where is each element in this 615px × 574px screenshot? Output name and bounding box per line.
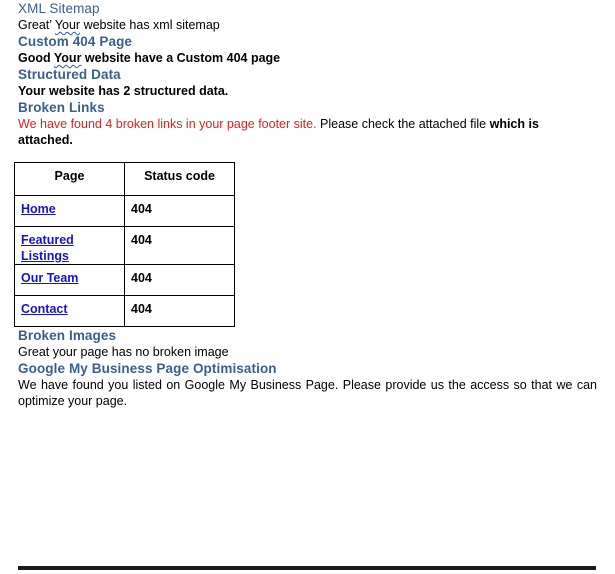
broken-links-attachment-emphasis: which is attached.: [18, 117, 539, 147]
table-header-row: [15, 163, 235, 196]
broken-links-table: [14, 162, 235, 327]
column-header-status-code: Status code: [125, 163, 235, 196]
section-body-google-my-business: We have found you listed on Google My Business Page. Please provide us the access so that we can optimize your page.: [18, 378, 597, 408]
table-cell-page: [15, 296, 125, 327]
section-heading-google-my-business: Google My Business Page Optimisation: [18, 361, 277, 376]
section-heading-broken-images: Broken Images: [18, 328, 117, 343]
section-body-custom-404: [18, 50, 597, 66]
custom-404-text-prefix: Good: [18, 51, 54, 65]
section-body-broken-links: [18, 116, 597, 148]
table-cell-status-code: 404: [125, 265, 235, 296]
xml-sitemap-text-suffix: website has xml sitemap: [80, 18, 220, 32]
table-cell-page: [15, 196, 125, 227]
broken-links-alert-text: We have found 4 broken links in your page footer site.: [18, 117, 317, 131]
table-cell-status-code: 404: [125, 227, 235, 265]
xml-sitemap-text-prefix: Great’: [18, 18, 55, 32]
table-cell-status-code: 404: [125, 296, 235, 327]
custom-404-text-suffix: website have a Custom 404 page: [81, 51, 281, 65]
page-link[interactable]: Home: [21, 202, 56, 216]
page-link[interactable]: Featured Listings: [21, 233, 74, 263]
table-cell-page: [15, 265, 125, 296]
section-heading-broken-links: Broken Links: [18, 100, 105, 115]
section-heading-structured-data: Structured Data: [18, 67, 121, 82]
table-row: [15, 265, 235, 296]
custom-404-spellcheck-word: Your: [53, 51, 82, 65]
section-heading-xml-sitemap: XML Sitemap: [18, 1, 100, 16]
table-cell-status-code: 404: [125, 196, 235, 227]
broken-links-note-text: Please check the attached file: [316, 117, 490, 131]
column-header-page: Page: [15, 163, 125, 196]
footer-divider: [18, 566, 596, 570]
table-row: [15, 296, 235, 327]
xml-sitemap-spellcheck-word: Your: [54, 18, 81, 32]
section-body-structured-data: Your website has 2 structured data.: [18, 84, 229, 98]
page-link[interactable]: Our Team: [21, 271, 79, 285]
table-cell-page: [15, 227, 125, 265]
section-heading-custom-404: Custom 404 Page: [18, 34, 133, 49]
table-row: [15, 196, 235, 227]
table-row: [15, 227, 235, 265]
section-body-broken-images: Great your page has no broken image: [18, 345, 229, 359]
page-link[interactable]: Contact: [21, 302, 68, 316]
section-body-xml-sitemap: [18, 17, 597, 33]
